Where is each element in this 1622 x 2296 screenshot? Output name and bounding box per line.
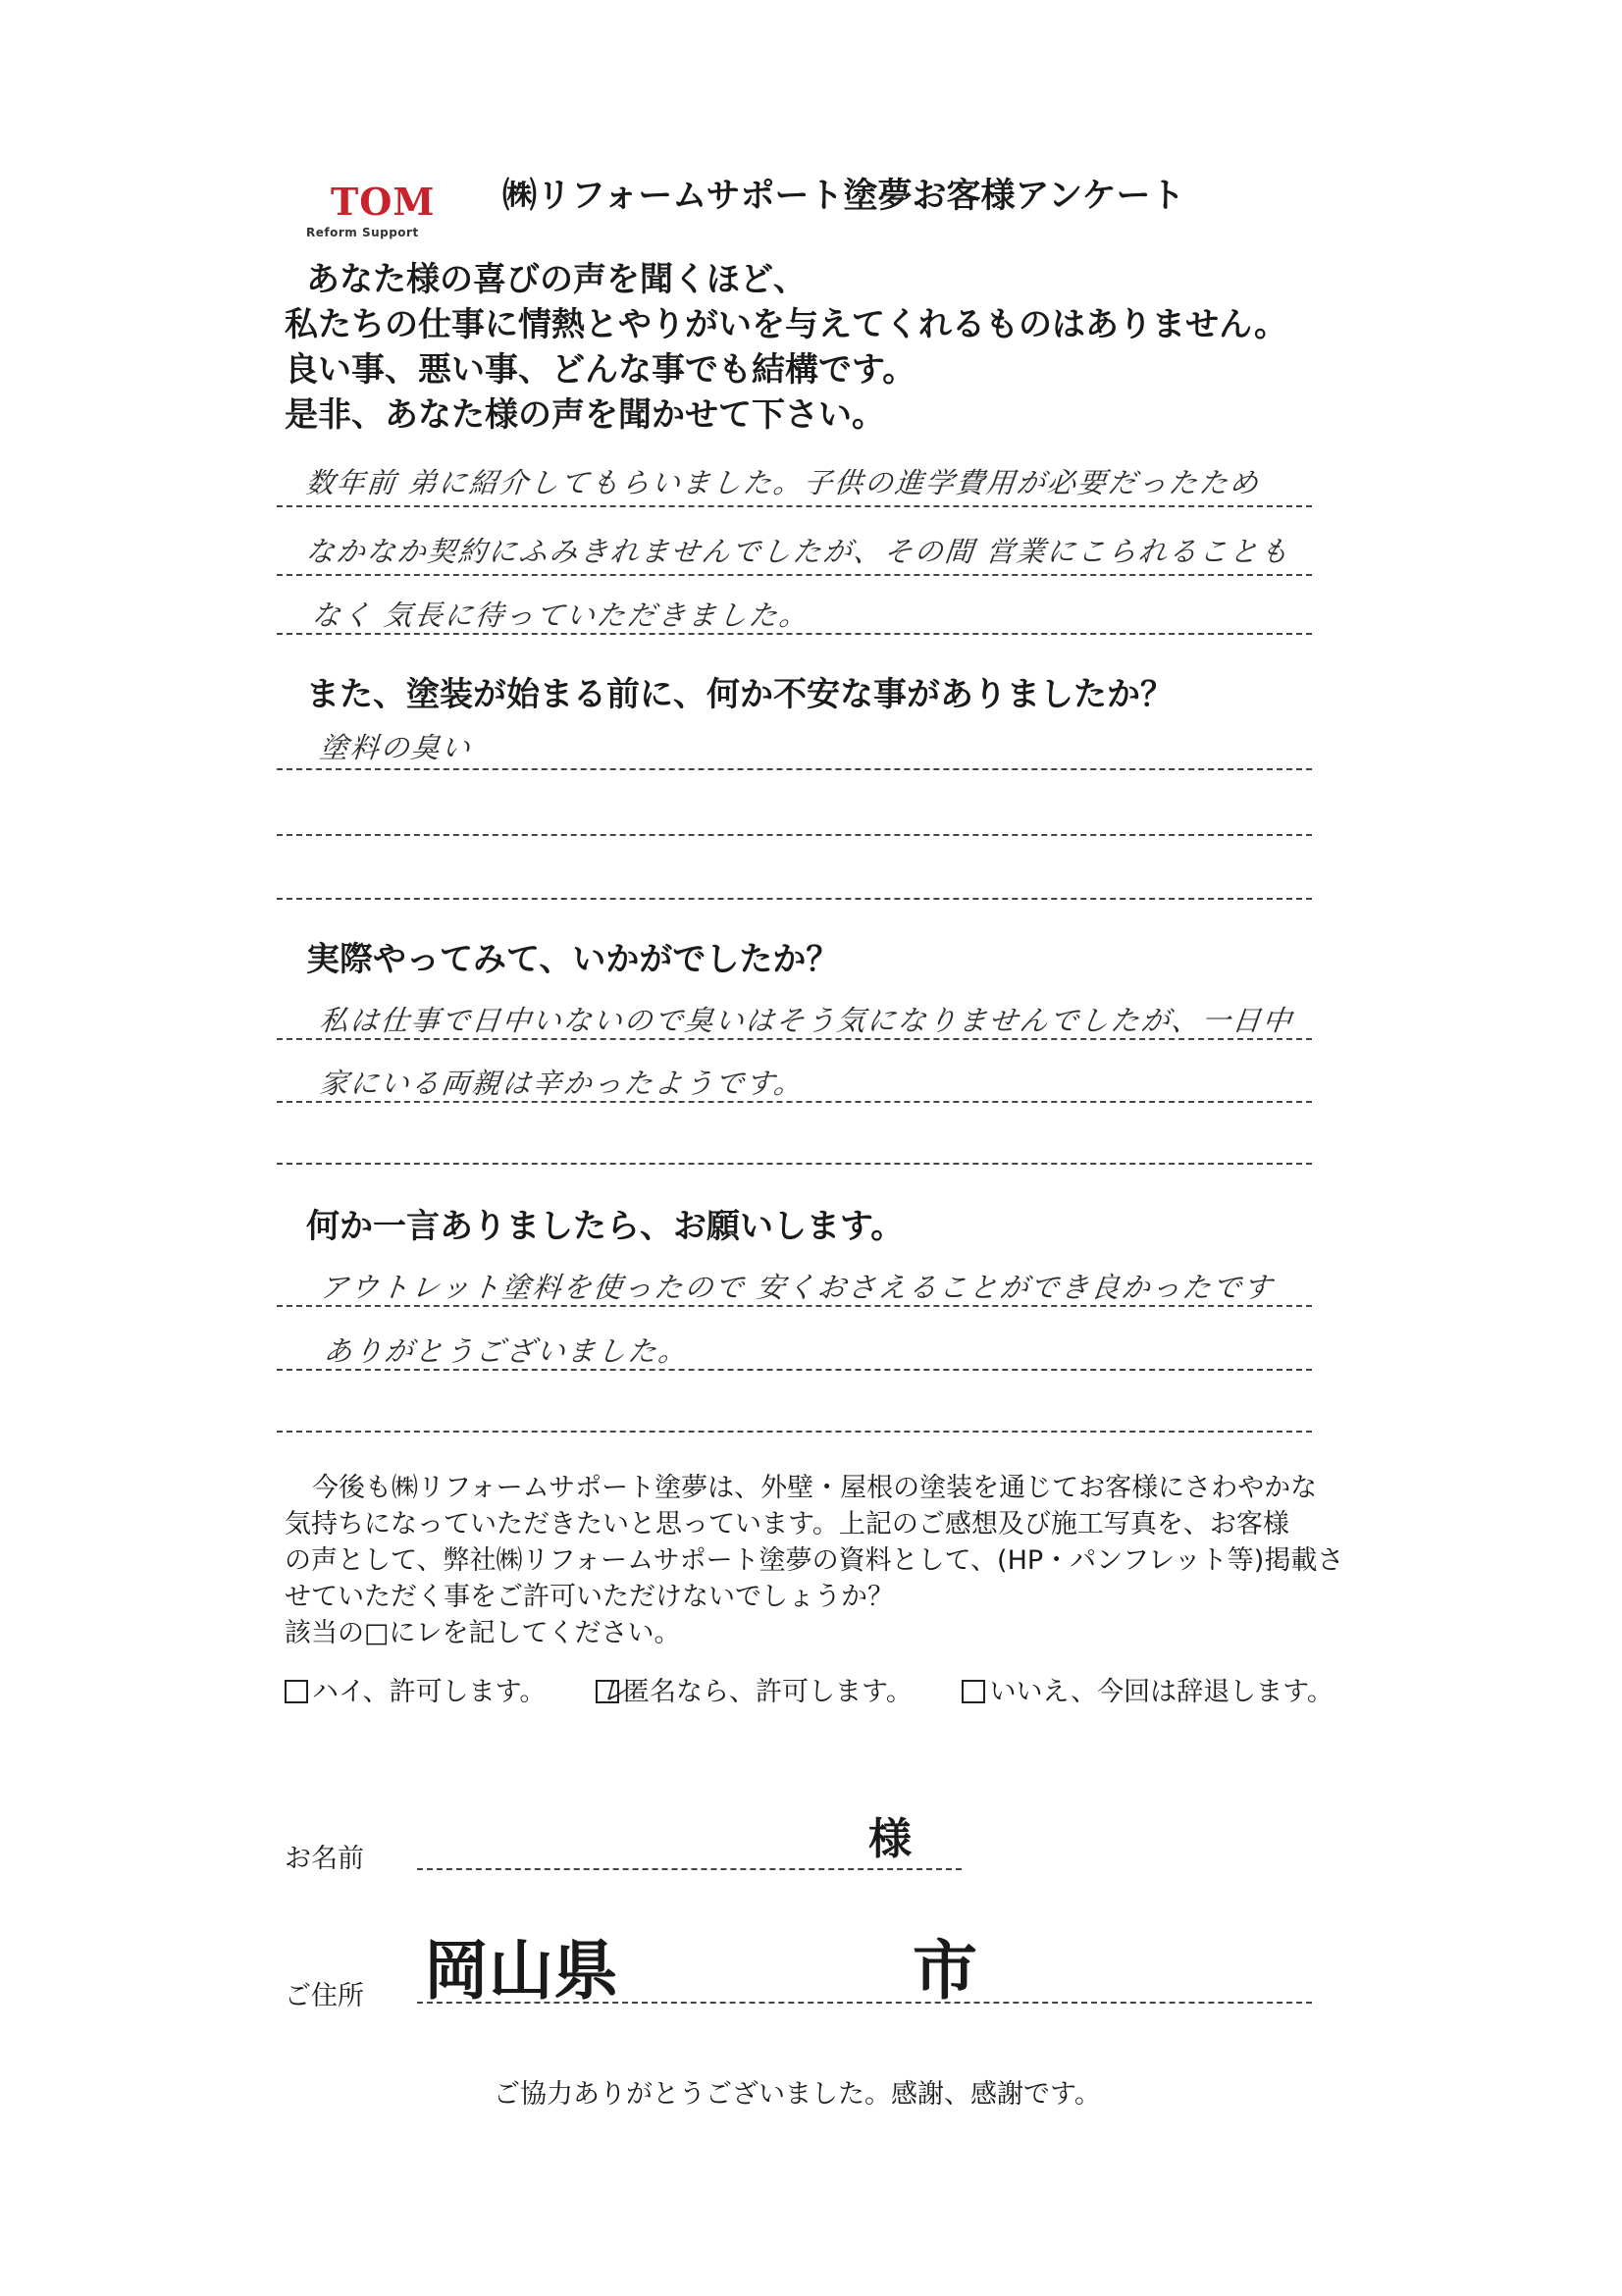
name-line[interactable] <box>417 1868 962 1870</box>
address-line[interactable] <box>417 2002 1312 2004</box>
handwritten-answer: 数年前 弟に紹介してもらいました。子供の進学費用が必要だったため <box>304 466 1262 499</box>
consent-line: 該当の□にレを記してください。 <box>285 1618 681 1648</box>
question-experience: 実際やってみて、いかがでしたか？ <box>306 940 840 979</box>
consent-line: せていただく事をご許可いただけないでしょうか？ <box>285 1582 894 1612</box>
handwritten-answer: アウトレット塗料を使ったので 安くおさえることができ良かったです <box>318 1271 1276 1304</box>
document-title: ㈱リフォームサポート塗夢お客様アンケート <box>502 177 1185 216</box>
logo-mark: TOM <box>331 180 436 224</box>
intro-text <box>285 257 1287 438</box>
answer-line <box>277 768 1312 770</box>
option-anonymous[interactable] <box>596 1670 913 1708</box>
intro-line: 私たちの仕事に情熱とやりがいを与えてくれるものはありません。 <box>285 305 1288 344</box>
footer-thanks: ご協力ありがとうございました。感謝、感謝です。 <box>494 2079 1101 2110</box>
handwritten-answer: 塗料の臭い <box>318 731 474 764</box>
intro-line: 良い事、悪い事、どんな事でも結構です。 <box>285 350 916 390</box>
answer-line <box>277 633 1312 635</box>
answer-line <box>277 574 1312 576</box>
answer-line <box>277 834 1312 836</box>
address-prefecture: 岡山県 <box>424 1933 618 2009</box>
option-label: ハイ、許可します。 <box>312 1677 547 1707</box>
consent-line: 今後も㈱リフォームサポート塗夢は、外壁・屋根の塗装を通じてお客様にさわやかな <box>312 1473 1318 1503</box>
checkbox-decline[interactable] <box>962 1680 985 1703</box>
consent-line: 気持ちになっていただきたいと思っています。上記のご感想及び施工写真を、お客様 <box>285 1509 1289 1539</box>
handwritten-answer: なく 気長に待っていただきました。 <box>310 599 811 632</box>
checkbox-anonymous[interactable] <box>596 1674 630 1708</box>
intro-line: 是非、あなた様の声を聞かせて下さい。 <box>285 395 885 435</box>
answer-line <box>277 1038 1312 1040</box>
company-logo <box>306 180 444 245</box>
answer-line <box>277 1369 1312 1371</box>
handwritten-answer: ありがとうございました。 <box>322 1334 691 1368</box>
address-city-suffix: 市 <box>913 1933 977 2009</box>
checkbox-allow[interactable] <box>285 1680 308 1703</box>
name-suffix: 様 <box>868 1814 912 1864</box>
logo-subtext: Reform Support <box>306 226 419 239</box>
intro-line: あなた様の喜びの声を聞くほど、 <box>306 260 807 299</box>
answer-line <box>277 1163 1312 1165</box>
answer-line <box>277 505 1312 507</box>
answer-line <box>277 1431 1312 1433</box>
answer-line <box>277 898 1312 900</box>
option-label: いいえ、今回は辞退します。 <box>989 1677 1334 1707</box>
question-worries: また、塗装が始まる前に、何か不安な事がありましたか？ <box>306 675 1174 714</box>
handwritten-answer: 私は仕事で日中いないので臭いはそう気になりませんでしたが、一日中 <box>318 1004 1295 1037</box>
option-label: 匿名なら、許可します。 <box>623 1677 913 1707</box>
option-decline[interactable] <box>962 1670 1333 1708</box>
handwritten-answer: 家にいる両親は辛かったようです。 <box>318 1067 807 1100</box>
question-comment: 何か一言ありましたら、お願いします。 <box>306 1207 905 1246</box>
option-allow[interactable] <box>285 1670 546 1708</box>
name-label: お名前 <box>285 1844 364 1874</box>
answer-line <box>277 1101 1312 1103</box>
check-mark: レ <box>600 1674 630 1708</box>
consent-text <box>285 1470 1343 1651</box>
address-label: ご住所 <box>285 1981 364 2011</box>
handwritten-answer: なかなか契約にふみきれませんでしたが、その間 営業にこられることも <box>304 535 1292 568</box>
answer-line <box>277 1305 1312 1307</box>
consent-line: の声として、弊社㈱リフォームサポート塗夢の資料として、(HP・パンフレット等)掲載さ <box>285 1545 1344 1576</box>
consent-options <box>285 1670 1334 1708</box>
